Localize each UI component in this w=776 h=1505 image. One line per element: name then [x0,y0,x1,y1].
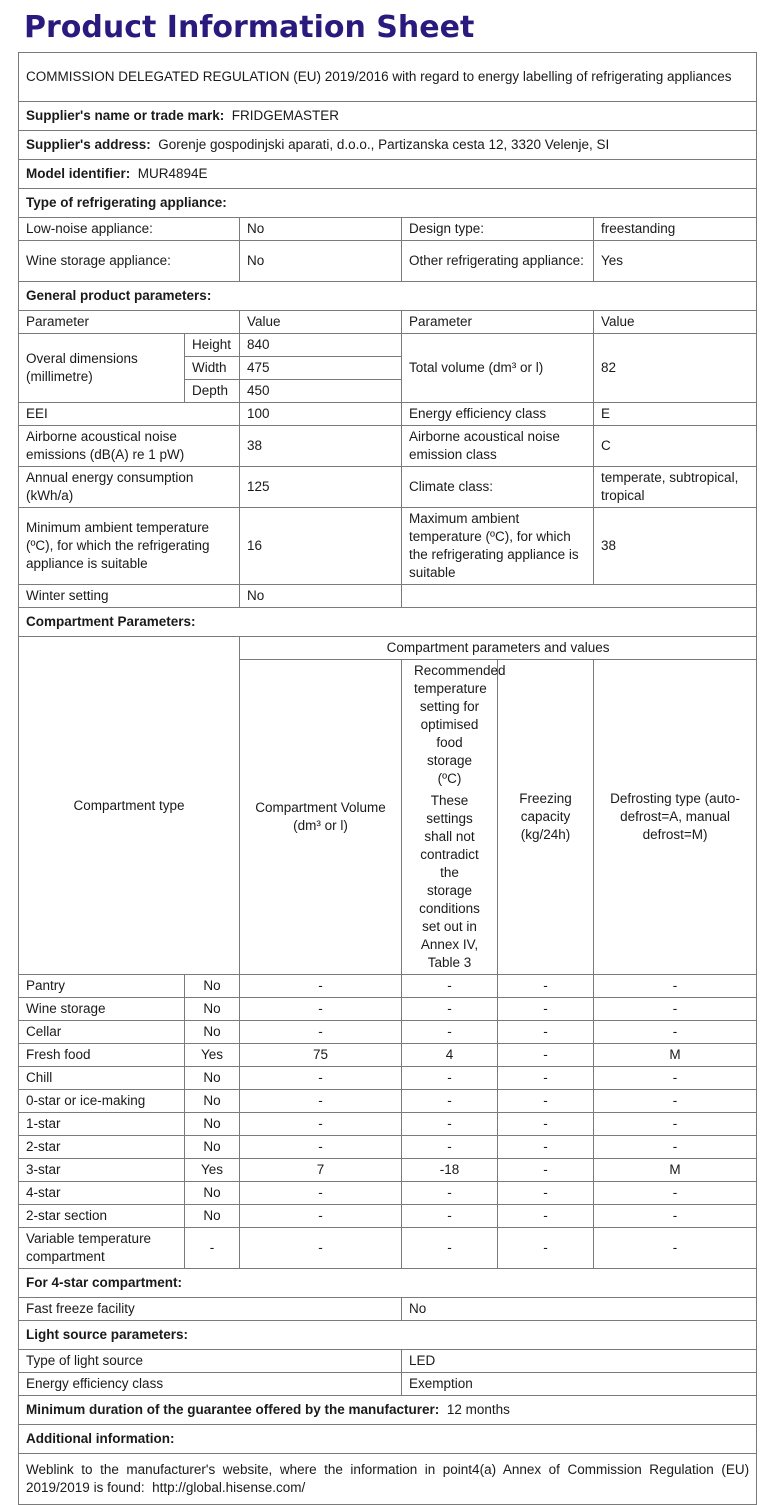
design-type-label: Design type: [402,218,594,241]
compartment-defrost: - [594,1090,757,1113]
compartment-name: 2-star section [19,1205,185,1228]
compartment-row [19,1228,757,1269]
regulation-text: COMMISSION DELEGATED REGULATION (EU) 2019/2016 with regard to energy labelling of refrigerating appliances [19,53,757,102]
light-class-value: Exemption [402,1373,757,1396]
compartment-freezing: - [498,1182,594,1205]
eei-label: EEI [19,403,240,426]
annual-energy-label: Annual energy consumption (kWh/a) [19,467,240,508]
page-title: Product Information Sheet [24,10,475,45]
model-row [19,160,757,189]
volume-header: Compartment Volume (dm³ or l) [240,660,402,975]
compartment-freezing: - [498,1159,594,1182]
compartment-present: No [185,1205,240,1228]
compartment-present: - [185,1228,240,1269]
compartment-temperature: - [402,1090,498,1113]
compartment-name: Variable temperature compartment [19,1228,185,1269]
noise-class-label: Airborne acoustical noise emission class [402,426,594,467]
noise-class-value: C [594,426,757,467]
temperature-header-note: These settings shall not contradict the storage conditions set out in Annex IV, Table 3 [419,793,480,970]
compartment-temperature: - [402,998,498,1021]
climate-class-label: Climate class: [402,467,594,508]
compartment-volume: - [240,1067,402,1090]
compartment-defrost: - [594,1182,757,1205]
dimensions-label: Overal dimensions (millimetre) [19,334,185,403]
four-star-section-heading: For 4-star compartment: [19,1269,757,1298]
compartment-name: 0-star or ice-making [19,1090,185,1113]
compartment-defrost: - [594,1067,757,1090]
compartment-row [19,1044,757,1067]
compartment-temperature: - [402,1205,498,1228]
height-value: 840 [240,334,402,357]
fast-freeze-label: Fast freeze facility [19,1298,402,1321]
annual-energy-value: 125 [240,467,402,508]
compartment-present: No [185,1182,240,1205]
compartment-volume: - [240,1228,402,1269]
width-value: 475 [240,357,402,380]
compartment-name: Wine storage [19,998,185,1021]
temperature-header-main: Recommended temperature setting for optimised food storage (ºC) [414,663,506,786]
type-section-heading: Type of refrigerating appliance: [19,189,757,218]
compartment-temperature: - [402,1021,498,1044]
compartment-volume: - [240,998,402,1021]
compartment-freezing: - [498,1044,594,1067]
compartment-row [19,1182,757,1205]
compartment-volume: - [240,1021,402,1044]
compartment-type-header: Compartment type [19,637,240,975]
compartment-temperature: - [402,1113,498,1136]
compartment-defrost: - [594,1228,757,1269]
value-header-right: Value [594,311,757,334]
compartment-defrost: - [594,998,757,1021]
noise-emissions-label: Airborne acoustical noise emissions (dB(A) re 1 pW) [19,426,240,467]
compartment-volume: - [240,975,402,998]
fast-freeze-value: No [402,1298,757,1321]
compartment-defrost: M [594,1159,757,1182]
compartment-volume: - [240,1182,402,1205]
compartment-row [19,1136,757,1159]
guarantee-value: 12 months [446,1402,510,1417]
max-temp-label: Maximum ambient temperature (ºC), for which the refrigerating appliance is suitable [402,508,594,585]
other-appliance-label: Other refrigerating appliance: [402,241,594,282]
compartment-volume: - [240,1113,402,1136]
height-label: Height [185,334,240,357]
compartment-defrost: - [594,1113,757,1136]
freezing-header: Freezing capacity (kg/24h) [498,660,594,975]
total-volume-value: 82 [594,334,757,403]
depth-label: Depth [185,380,240,403]
param-header-left: Parameter [19,311,240,334]
light-type-value: LED [402,1350,757,1373]
compartment-present: No [185,1136,240,1159]
winter-setting-label: Winter setting [19,585,240,608]
additional-section-heading: Additional information: [19,1425,757,1454]
min-temp-value: 16 [240,508,402,585]
low-noise-label: Low-noise appliance: [19,218,240,241]
compartment-defrost: - [594,1205,757,1228]
compartment-temperature: - [402,1067,498,1090]
compartment-volume: - [240,1205,402,1228]
compartment-volume: - [240,1090,402,1113]
defrost-header: Defrosting type (auto-defrost=A, manual defrost=M) [594,660,757,975]
supplier-address-label: Supplier's address: [26,137,151,152]
compartment-name: 4-star [19,1182,185,1205]
compartment-temperature: 4 [402,1044,498,1067]
weblink-label: Weblink to the manufacturer's website, where the information in point4(a) Annex of Commission Regulation (EU) 2019/2019 is found: [26,1462,750,1495]
compartment-row [19,975,757,998]
compartment-name: Pantry [19,975,185,998]
compartment-defrost: - [594,975,757,998]
compartment-freezing: - [498,1021,594,1044]
value-header-left: Value [240,311,402,334]
light-class-label: Energy efficiency class [19,1373,402,1396]
compartment-freezing: - [498,1090,594,1113]
compartment-present: No [185,998,240,1021]
compartment-temperature: - [402,975,498,998]
compartment-present: No [185,1090,240,1113]
compartment-row [19,1113,757,1136]
temperature-header [402,660,506,975]
compartment-section-heading: Compartment Parameters: [19,608,757,637]
weblink-row [19,1454,757,1505]
compartment-freezing: - [498,1136,594,1159]
noise-emissions-value: 38 [240,426,402,467]
compartment-temperature: - [402,1136,498,1159]
compartment-name: Fresh food [19,1044,185,1067]
compartment-temperature: - [402,1182,498,1205]
eei-value: 100 [240,403,402,426]
winter-setting-value: No [240,585,402,608]
compartment-name: Chill [19,1067,185,1090]
info-table [18,52,757,1505]
model-label: Model identifier: [26,166,131,181]
compartment-row [19,1067,757,1090]
other-appliance-value: Yes [594,241,757,282]
compartment-freezing: - [498,1113,594,1136]
compartment-volume: - [240,1136,402,1159]
guarantee-row [19,1396,757,1425]
supplier-address-value: Gorenje gospodinjski aparati, d.o.o., Partizanska cesta 12, 3320 Velenje, SI [158,137,610,152]
winter-setting-empty [402,585,757,608]
compartment-name: 2-star [19,1136,185,1159]
compartment-defrost: M [594,1044,757,1067]
compartment-freezing: - [498,1067,594,1090]
general-section-heading: General product parameters: [19,282,757,311]
compartment-temperature: -18 [402,1159,498,1182]
light-type-label: Type of light source [19,1350,402,1373]
width-label: Width [185,357,240,380]
min-temp-label: Minimum ambient temperature (ºC), for which the refrigerating appliance is suitable [19,508,240,585]
wine-storage-label: Wine storage appliance: [19,241,240,282]
supplier-name-row [19,102,757,131]
param-header-right: Parameter [402,311,594,334]
compartment-name: 1-star [19,1113,185,1136]
guarantee-label: Minimum duration of the guarantee offered by the manufacturer: [26,1402,440,1417]
compartment-present: Yes [185,1159,240,1182]
compartment-row [19,1205,757,1228]
compartment-name: 3-star [19,1159,185,1182]
low-noise-value: No [240,218,402,241]
energy-class-label: Energy efficiency class [402,403,594,426]
compartment-freezing: - [498,1205,594,1228]
compartment-defrost: - [594,1021,757,1044]
compartment-defrost: - [594,1136,757,1159]
compartment-present: No [185,975,240,998]
climate-class-value: temperate, subtropical, tropical [594,467,757,508]
weblink-url[interactable]: http://global.hisense.com/ [152,1480,306,1495]
compartment-freezing: - [498,1228,594,1269]
depth-value: 450 [240,380,402,403]
compartment-rows [19,975,757,1269]
compartment-volume: 7 [240,1159,402,1182]
supplier-name-label: Supplier's name or trade mark: [26,108,225,123]
wine-storage-value: No [240,241,402,282]
light-section-heading: Light source parameters: [19,1321,757,1350]
compartment-present: Yes [185,1044,240,1067]
compartment-volume: 75 [240,1044,402,1067]
model-value: MUR4894E [137,166,208,181]
compartment-present: No [185,1067,240,1090]
supplier-name-value: FRIDGEMASTER [231,108,340,123]
compartment-row [19,998,757,1021]
compartment-temperature: - [402,1228,498,1269]
supplier-address-row [19,131,757,160]
design-type-value: freestanding [594,218,757,241]
compartment-present: No [185,1113,240,1136]
product-information-sheet [18,8,756,1505]
compartment-freezing: - [498,975,594,998]
compartment-row [19,1021,757,1044]
max-temp-value: 38 [594,508,757,585]
total-volume-label: Total volume (dm³ or l) [402,334,594,403]
compartment-group-header: Compartment parameters and values [240,637,757,660]
energy-class-value: E [594,403,757,426]
compartment-freezing: - [498,998,594,1021]
compartment-row [19,1159,757,1182]
compartment-present: No [185,1021,240,1044]
compartment-name: Cellar [19,1021,185,1044]
compartment-row [19,1090,757,1113]
